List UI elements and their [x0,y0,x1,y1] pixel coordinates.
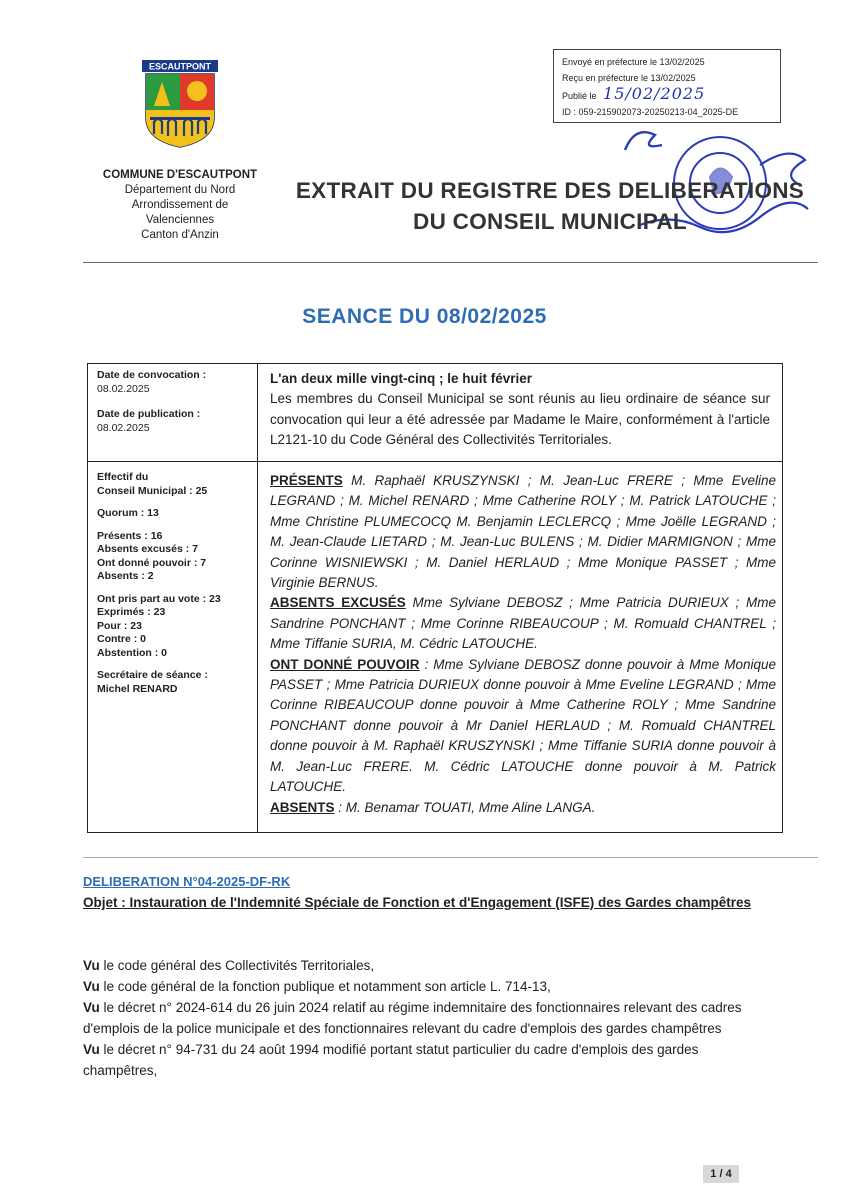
convocation-info [97,369,252,435]
absents-text: : M. Benamar TOUATI, Mme Aline LANGA. [334,799,596,815]
presents-label: PRÉSENTS [270,473,343,488]
vote-stats [97,471,252,696]
page-number: 1 / 4 [703,1165,739,1183]
absents-excuses-count: Absents excusés : 7 [97,543,198,555]
abstention-count: Abstention : 0 [97,646,167,659]
divider [83,857,818,858]
contre-count: Contre : 0 [97,633,147,645]
divider [83,262,818,263]
pour-count: Pour : 23 [97,619,142,632]
vu-item [83,955,773,976]
absents-label: ABSENTS [270,799,335,815]
departement: Département du Nord [124,184,236,196]
commune-info [90,168,270,243]
vu-word: Vu [83,979,100,994]
intro-date-line: L'an deux mille vingt-cinq ; le huit février [270,371,533,386]
vu-item [83,976,773,997]
vu-word: Vu [83,1000,100,1015]
recu-prefecture: Reçu en préfecture le 13/02/2025 [562,72,696,83]
vu-item [83,997,773,1039]
intro-block [270,369,770,451]
vu-word: Vu [83,1042,100,1057]
absents-paragraph [270,798,776,818]
publie-label: Publié le [562,91,597,101]
presents-text: M. Raphaël KRUSZYNSKI ; M. Jean-Luc FRERE ; Mme Eveline LEGRAND ; M. Michel RENARD ; Mme Catherine ROLY ; M. Patrick LATOUCHE ; Mme Christine PLUMECOCQ M. Benjamin LECLERCQ ; Mme Joëlle LEGRAND ; M. Jean-Claude LIETARD ; M. Jean-Luc BULENS ; M. Didier MARMIGNON ; Mme Corinne WISNIEWSKI ; M. Daniel HERLAUD ; Mme Monique PASSET ; Mme Virginie BERNUS. [270,473,776,591]
table-divider-horizontal [87,461,783,462]
quorum: Quorum : 13 [97,507,159,519]
presents-paragraph [270,471,776,593]
effectif-line-2: Conseil Municipal : 25 [97,484,208,497]
vu-text: le code général de la fonction publique et notamment son article L. 714-13, [99,979,551,994]
vu-word: Vu [83,958,100,973]
vu-list [83,955,773,1081]
date-publication-label: Date de publication : [97,408,201,420]
arrondissement-line-2: Valenciennes [145,214,215,226]
vu-item [83,1039,773,1081]
canton: Canton d'Anzin [141,229,219,241]
pouvoir-paragraph [270,655,776,798]
date-publication: 08.02.2025 [97,421,150,434]
arrondissement-line-1: Arrondissement de [131,199,229,211]
effectif-line-1: Effectif du [97,471,149,483]
date-convocation: 08.02.2025 [97,382,150,395]
vote-count: Ont pris part au vote : 23 [97,592,221,605]
secretaire-name: Michel RENARD [97,682,178,695]
pouvoir-text: : Mme Sylviane DEBOSZ donne pouvoir à Mme Monique PASSET ; Mme Patricia DURIEUX donne pouvoir à Mme Eveline LEGRAND ; Mme Corinne RIBEAUCOUP donne pouvoir à Mme Catherine ROLY ; Mme Sandrine PONCHANT donne pouvoir à Mr Daniel HERLAUD ; M. Romuald CHANTREL donne pouvoir à M. Raphaël KRUSZYNSKI ; Mme Tiffanie SURIA donne pouvoir à M. Jean-Luc FRERE. M. Cédric LATOUCHE donne pouvoir à M. Patrick LATOUCHE. [270,656,776,795]
secretaire-label: Secrétaire de séance : [97,669,208,681]
table-divider-vertical [257,363,258,833]
presents-count: Présents : 16 [97,529,163,542]
logo-label: ESCAUTPONT [148,61,212,72]
publie-line [562,86,772,105]
title-line-2: DU CONSEIL MUNICIPAL [413,209,687,234]
envoye-prefecture: Envoyé en préfecture le 13/02/2025 [562,57,705,67]
document-title [280,175,820,237]
vu-text: le code général des Collectivités Territoriales, [99,958,375,973]
stamp-id: ID : 059-215902073-20250213-04_2025-DE [562,106,739,117]
attendance-block [270,471,776,818]
vu-text: le décret n° 94-731 du 24 août 1994 modifié portant statut particulier du cadre d'emplois des gardes champêtres, [83,1042,699,1078]
title-line-1: EXTRAIT DU REGISTRE DES DELIBERATIONS [295,178,805,203]
deliberation-number: DELIBERATION N°04-2025-DF-RK [83,874,291,889]
objet-text: : Instauration de l'Indemnité Spéciale de Fonction et d'Engagement (ISFE) des Gardes champêtres [117,895,752,910]
date-convocation-label: Date de convocation : [97,369,207,381]
commune-logo [140,60,220,148]
absents-count: Absents : 2 [97,570,154,582]
publie-handwritten-date: 15/02/2025 [603,84,706,103]
commune-name: COMMUNE D'ESCAUTPONT [102,169,258,181]
excuses-paragraph [270,593,776,654]
seance-heading: SEANCE DU 08/02/2025 [302,305,547,328]
pouvoir-count: Ont donné pouvoir : 7 [97,556,207,569]
deliberation-objet [83,893,773,913]
vu-text: le décret n° 2024-614 du 26 juin 2024 relatif au régime indemnitaire des fonctionnaires relevant des cadres d'emplois de la police municipale et des fonctionnaires relevant du cadre d'emplois des gardes champêtres [83,1000,742,1036]
intro-text: Les membres du Conseil Municipal se sont réunis au lieu ordinaire de séance sur convocation qui leur a été adressée par Madame le Maire, conformément à l'article L2121-10 du Code Général des Collectivités Territoriales. [270,391,770,448]
excuses-text: Mme Sylviane DEBOSZ ; Mme Patricia DURIEUX ; Mme Sandrine PONCHANT ; Mme Corinne RIBEAUCOUP ; M. Romuald CHANTREL ; Mme Tiffanie SURIA, M. Cédric LATOUCHE. [270,595,776,652]
excuses-label: ABSENTS EXCUSÉS [270,595,406,611]
exprimes-count: Exprimés : 23 [97,606,166,618]
objet-label: Objet [83,895,118,910]
pouvoir-label: ONT DONNÉ POUVOIR [270,656,420,672]
